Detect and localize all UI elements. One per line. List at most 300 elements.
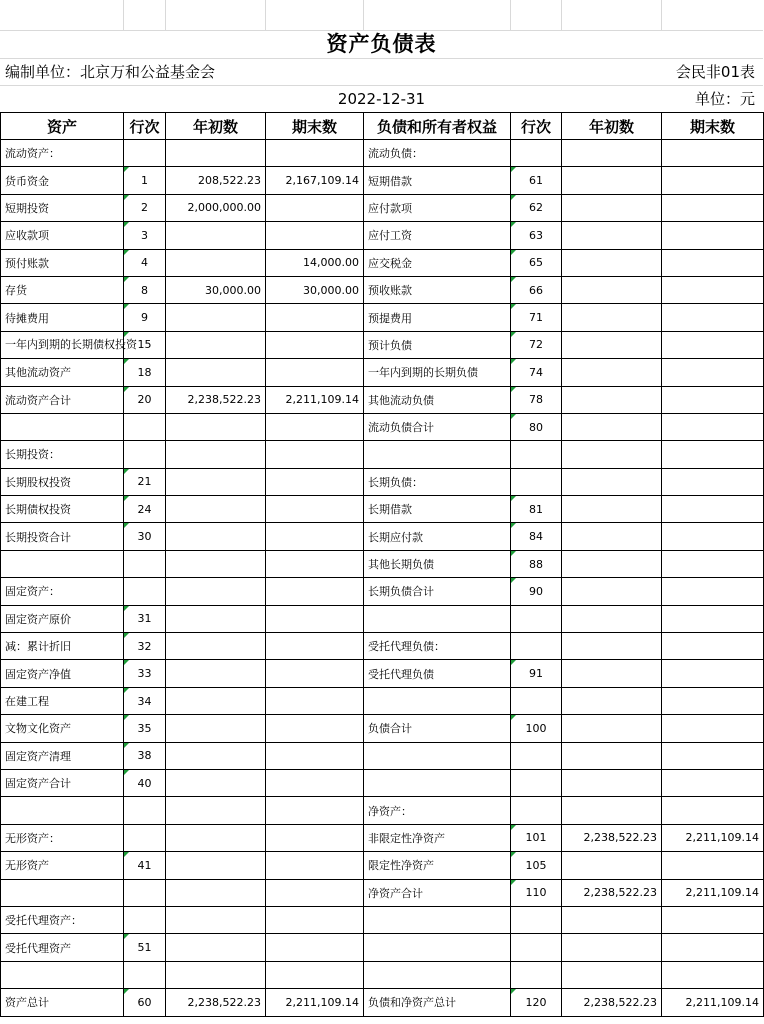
asset-name-cell[interactable]: 其他流动资产	[1, 359, 124, 386]
asset-line-cell[interactable]	[124, 961, 166, 988]
asset-begin-cell[interactable]	[166, 441, 266, 468]
asset-name-cell[interactable]: 存货	[1, 276, 124, 303]
liability-name-cell[interactable]: 长期负债：	[364, 468, 511, 495]
liability-name-cell[interactable]: 应付款项	[364, 194, 511, 221]
asset-begin-cell[interactable]: 30,000.00	[166, 276, 266, 303]
liability-line-cell[interactable]	[511, 140, 562, 167]
asset-line-cell[interactable]: 20	[124, 386, 166, 413]
table-row	[1, 194, 764, 221]
liability-end-cell[interactable]	[662, 550, 764, 577]
asset-line-cell[interactable]: 30	[124, 523, 166, 550]
liability-begin-cell[interactable]	[562, 961, 662, 988]
asset-line-cell[interactable]: 41	[124, 852, 166, 879]
liability-line-cell[interactable]: 105	[511, 852, 562, 879]
table-row	[1, 742, 764, 769]
asset-name-cell[interactable]: 一年内到期的长期债权投资	[1, 331, 124, 358]
liability-begin-cell[interactable]	[562, 906, 662, 933]
liability-end-cell[interactable]	[662, 906, 764, 933]
table-body	[1, 140, 764, 1017]
liability-end-cell[interactable]	[662, 523, 764, 550]
liability-name-cell[interactable]: 预计负债	[364, 331, 511, 358]
liability-line-cell[interactable]	[511, 605, 562, 632]
liability-end-cell[interactable]	[662, 222, 764, 249]
liability-begin-cell[interactable]	[562, 194, 662, 221]
liability-line-cell[interactable]	[511, 797, 562, 824]
liability-name-cell[interactable]	[364, 687, 511, 714]
asset-line-cell[interactable]: 60	[124, 989, 166, 1016]
liability-end-cell[interactable]	[662, 413, 764, 440]
liability-begin-cell[interactable]	[562, 852, 662, 879]
liability-name-cell[interactable]: 应付工资	[364, 222, 511, 249]
asset-end-cell[interactable]	[266, 578, 364, 605]
liability-end-cell[interactable]	[662, 441, 764, 468]
asset-line-cell[interactable]: 51	[124, 934, 166, 961]
liability-name-cell[interactable]: 负债合计	[364, 715, 511, 742]
asset-begin-cell[interactable]	[166, 304, 266, 331]
header-end-2[interactable]: 期末数	[662, 113, 764, 140]
asset-name-cell[interactable]: 受托代理资产：	[1, 906, 124, 933]
liability-end-cell[interactable]	[662, 249, 764, 276]
liability-line-cell[interactable]	[511, 441, 562, 468]
report-date: 2022-12-31	[337, 90, 426, 108]
liability-end-cell[interactable]	[662, 331, 764, 358]
asset-name-cell[interactable]: 应收款项	[1, 222, 124, 249]
header-line[interactable]: 行次	[124, 113, 166, 140]
asset-name-cell[interactable]: 无形资产	[1, 852, 124, 879]
table-row	[1, 496, 764, 523]
liability-line-cell[interactable]: 81	[511, 496, 562, 523]
asset-end-cell[interactable]	[266, 742, 364, 769]
liability-name-cell[interactable]: 一年内到期的长期负债	[364, 359, 511, 386]
liability-begin-cell[interactable]: 2,238,522.23	[562, 879, 662, 906]
liability-line-cell[interactable]	[511, 633, 562, 660]
liability-name-cell[interactable]: 流动负债：	[364, 140, 511, 167]
asset-name-cell[interactable]	[1, 413, 124, 440]
asset-name-cell[interactable]: 待摊费用	[1, 304, 124, 331]
liability-line-cell[interactable]: 101	[511, 824, 562, 851]
liability-begin-cell[interactable]	[562, 441, 662, 468]
asset-end-cell[interactable]	[266, 852, 364, 879]
asset-name-cell[interactable]	[1, 879, 124, 906]
asset-begin-cell[interactable]	[166, 824, 266, 851]
liability-line-cell[interactable]: 110	[511, 879, 562, 906]
asset-begin-cell[interactable]	[166, 550, 266, 577]
liability-end-cell[interactable]	[662, 797, 764, 824]
meta-row-date	[0, 85, 763, 113]
asset-begin-cell[interactable]	[166, 496, 266, 523]
asset-line-cell[interactable]	[124, 797, 166, 824]
table-row	[1, 413, 764, 440]
asset-end-cell[interactable]	[266, 906, 364, 933]
table-row	[1, 633, 764, 660]
org-label: 编制单位：北京万和公益基金会	[5, 63, 216, 81]
header-end[interactable]: 期末数	[266, 113, 364, 140]
liability-line-cell[interactable]: 62	[511, 194, 562, 221]
asset-begin-cell[interactable]: 2,238,522.23	[166, 386, 266, 413]
table-row	[1, 824, 764, 851]
asset-end-cell[interactable]	[266, 797, 364, 824]
liability-end-cell[interactable]	[662, 386, 764, 413]
liability-begin-cell[interactable]	[562, 633, 662, 660]
liability-end-cell[interactable]	[662, 715, 764, 742]
asset-begin-cell[interactable]	[166, 660, 266, 687]
table-row	[1, 441, 764, 468]
asset-line-cell[interactable]: 9	[124, 304, 166, 331]
liability-begin-cell[interactable]	[562, 167, 662, 194]
asset-end-cell[interactable]	[266, 359, 364, 386]
table-row	[1, 386, 764, 413]
asset-line-cell[interactable]: 4	[124, 249, 166, 276]
table-row	[1, 989, 764, 1016]
liability-end-cell[interactable]	[662, 468, 764, 495]
table-row	[1, 523, 764, 550]
liability-line-cell[interactable]: 88	[511, 550, 562, 577]
liability-name-cell[interactable]: 长期应付款	[364, 523, 511, 550]
header-begin[interactable]: 年初数	[166, 113, 266, 140]
liability-name-cell[interactable]	[364, 742, 511, 769]
asset-end-cell[interactable]	[266, 304, 364, 331]
liability-line-cell[interactable]	[511, 742, 562, 769]
asset-begin-cell[interactable]	[166, 222, 266, 249]
asset-line-cell[interactable]: 21	[124, 468, 166, 495]
asset-line-cell[interactable]: 18	[124, 359, 166, 386]
table-row	[1, 769, 764, 796]
liability-end-cell[interactable]	[662, 304, 764, 331]
liability-end-cell[interactable]	[662, 769, 764, 796]
liability-begin-cell[interactable]	[562, 249, 662, 276]
liability-name-cell[interactable]: 其他长期负债	[364, 550, 511, 577]
asset-end-cell[interactable]	[266, 496, 364, 523]
liability-begin-cell[interactable]	[562, 276, 662, 303]
form-number: 会民非01表	[675, 63, 755, 81]
liability-name-cell[interactable]	[364, 605, 511, 632]
asset-name-cell[interactable]: 固定资产清理	[1, 742, 124, 769]
asset-end-cell[interactable]	[266, 715, 364, 742]
asset-begin-cell[interactable]	[166, 852, 266, 879]
liability-end-cell[interactable]	[662, 140, 764, 167]
asset-begin-cell[interactable]	[166, 523, 266, 550]
asset-end-cell[interactable]: 30,000.00	[266, 276, 364, 303]
asset-end-cell[interactable]	[266, 413, 364, 440]
asset-line-cell[interactable]	[124, 879, 166, 906]
asset-end-cell[interactable]	[266, 331, 364, 358]
asset-begin-cell[interactable]	[166, 413, 266, 440]
liability-end-cell[interactable]	[662, 359, 764, 386]
asset-line-cell[interactable]: 31	[124, 605, 166, 632]
asset-name-cell[interactable]: 长期股权投资	[1, 468, 124, 495]
asset-name-cell[interactable]: 受托代理资产	[1, 934, 124, 961]
header-line-2[interactable]: 行次	[511, 113, 562, 140]
asset-begin-cell[interactable]	[166, 468, 266, 495]
asset-name-cell[interactable]	[1, 797, 124, 824]
liability-end-cell[interactable]: 2,211,109.14	[662, 879, 764, 906]
liability-end-cell[interactable]	[662, 633, 764, 660]
asset-name-cell[interactable]: 预付账款	[1, 249, 124, 276]
asset-name-cell[interactable]: 固定资产原价	[1, 605, 124, 632]
asset-begin-cell[interactable]	[166, 249, 266, 276]
table-row	[1, 660, 764, 687]
asset-begin-cell[interactable]	[166, 769, 266, 796]
asset-name-cell[interactable]: 长期债权投资	[1, 496, 124, 523]
liability-end-cell[interactable]	[662, 742, 764, 769]
liability-begin-cell[interactable]	[562, 386, 662, 413]
liability-begin-cell[interactable]	[562, 578, 662, 605]
liability-name-cell[interactable]: 长期借款	[364, 496, 511, 523]
asset-line-cell[interactable]: 8	[124, 276, 166, 303]
liability-begin-cell[interactable]	[562, 605, 662, 632]
asset-end-cell[interactable]	[266, 824, 364, 851]
asset-end-cell[interactable]	[266, 140, 364, 167]
asset-name-cell[interactable]: 减：累计折旧	[1, 633, 124, 660]
asset-end-cell[interactable]	[266, 769, 364, 796]
asset-line-cell[interactable]	[124, 824, 166, 851]
asset-end-cell[interactable]	[266, 879, 364, 906]
liability-begin-cell[interactable]	[562, 359, 662, 386]
liability-name-cell[interactable]: 负债和净资产总计	[364, 989, 511, 1016]
asset-begin-cell[interactable]: 208,522.23	[166, 167, 266, 194]
liability-begin-cell[interactable]	[562, 550, 662, 577]
asset-begin-cell[interactable]	[166, 578, 266, 605]
liability-line-cell[interactable]: 71	[511, 304, 562, 331]
liability-name-cell[interactable]	[364, 769, 511, 796]
asset-end-cell[interactable]	[266, 961, 364, 988]
liability-name-cell[interactable]	[364, 934, 511, 961]
liability-name-cell[interactable]: 净资产合计	[364, 879, 511, 906]
asset-name-cell[interactable]	[1, 550, 124, 577]
liability-line-cell[interactable]	[511, 468, 562, 495]
asset-line-cell[interactable]: 15	[124, 331, 166, 358]
asset-name-cell[interactable]: 短期投资	[1, 194, 124, 221]
liability-name-cell[interactable]	[364, 961, 511, 988]
liability-name-cell[interactable]: 受托代理负债	[364, 660, 511, 687]
liability-line-cell[interactable]	[511, 687, 562, 714]
report-title: 资产负债表	[326, 31, 437, 56]
asset-name-cell[interactable]: 流动资产合计	[1, 386, 124, 413]
asset-begin-cell[interactable]: 2,000,000.00	[166, 194, 266, 221]
liability-begin-cell[interactable]	[562, 331, 662, 358]
liability-begin-cell[interactable]	[562, 660, 662, 687]
asset-line-cell[interactable]: 40	[124, 769, 166, 796]
liability-name-cell[interactable]: 预收账款	[364, 276, 511, 303]
asset-end-cell[interactable]: 2,211,109.14	[266, 989, 364, 1016]
liability-line-cell[interactable]	[511, 769, 562, 796]
liability-name-cell[interactable]: 流动负债合计	[364, 413, 511, 440]
liability-line-cell[interactable]: 100	[511, 715, 562, 742]
asset-begin-cell[interactable]	[166, 687, 266, 714]
table-row	[1, 276, 764, 303]
asset-name-cell[interactable]: 长期投资合计	[1, 523, 124, 550]
asset-name-cell[interactable]: 固定资产：	[1, 578, 124, 605]
liability-begin-cell[interactable]	[562, 413, 662, 440]
asset-begin-cell[interactable]	[166, 961, 266, 988]
liability-line-cell[interactable]: 63	[511, 222, 562, 249]
asset-begin-cell[interactable]	[166, 797, 266, 824]
liability-end-cell[interactable]	[662, 194, 764, 221]
liability-end-cell[interactable]	[662, 934, 764, 961]
asset-name-cell[interactable]: 流动资产：	[1, 140, 124, 167]
asset-begin-cell[interactable]	[166, 359, 266, 386]
header-liability[interactable]: 负债和所有者权益	[364, 113, 511, 140]
liability-end-cell[interactable]	[662, 276, 764, 303]
asset-line-cell[interactable]	[124, 413, 166, 440]
asset-line-cell[interactable]: 35	[124, 715, 166, 742]
asset-begin-cell[interactable]: 2,238,522.23	[166, 989, 266, 1016]
liability-end-cell[interactable]: 2,211,109.14	[662, 989, 764, 1016]
liability-name-cell[interactable]	[364, 441, 511, 468]
liability-begin-cell[interactable]	[562, 523, 662, 550]
liability-name-cell[interactable]: 短期借款	[364, 167, 511, 194]
liability-line-cell[interactable]	[511, 934, 562, 961]
asset-begin-cell[interactable]	[166, 331, 266, 358]
table-row	[1, 331, 764, 358]
asset-end-cell[interactable]	[266, 194, 364, 221]
asset-name-cell[interactable]: 固定资产合计	[1, 769, 124, 796]
liability-begin-cell[interactable]	[562, 934, 662, 961]
liability-name-cell[interactable]	[364, 906, 511, 933]
balance-sheet-table	[0, 112, 764, 1017]
liability-name-cell[interactable]: 应交税金	[364, 249, 511, 276]
asset-end-cell[interactable]	[266, 468, 364, 495]
asset-line-cell[interactable]	[124, 550, 166, 577]
asset-name-cell[interactable]: 文物文化资产	[1, 715, 124, 742]
liability-begin-cell[interactable]	[562, 222, 662, 249]
unit-label: 单位：元	[694, 90, 755, 108]
asset-name-cell[interactable]: 长期投资：	[1, 441, 124, 468]
table-row	[1, 167, 764, 194]
liability-line-cell[interactable]: 78	[511, 386, 562, 413]
liability-line-cell[interactable]	[511, 961, 562, 988]
header-begin-2[interactable]: 年初数	[562, 113, 662, 140]
asset-end-cell[interactable]	[266, 550, 364, 577]
asset-name-cell[interactable]: 无形资产：	[1, 824, 124, 851]
asset-name-cell[interactable]: 资产总计	[1, 989, 124, 1016]
liability-line-cell[interactable]: 72	[511, 331, 562, 358]
liability-end-cell[interactable]	[662, 496, 764, 523]
liability-line-cell[interactable]: 74	[511, 359, 562, 386]
table-row	[1, 934, 764, 961]
liability-line-cell[interactable]: 66	[511, 276, 562, 303]
table-row	[1, 961, 764, 988]
asset-line-cell[interactable]	[124, 441, 166, 468]
asset-line-cell[interactable]	[124, 578, 166, 605]
liability-name-cell[interactable]: 预提费用	[364, 304, 511, 331]
liability-line-cell[interactable]: 120	[511, 989, 562, 1016]
asset-line-cell[interactable]: 32	[124, 633, 166, 660]
asset-begin-cell[interactable]	[166, 605, 266, 632]
liability-end-cell[interactable]	[662, 167, 764, 194]
asset-end-cell[interactable]	[266, 660, 364, 687]
asset-line-cell[interactable]: 33	[124, 660, 166, 687]
header-asset[interactable]: 资产	[1, 113, 124, 140]
asset-name-cell[interactable]: 货币资金	[1, 167, 124, 194]
asset-name-cell[interactable]: 固定资产净值	[1, 660, 124, 687]
asset-line-cell[interactable]: 34	[124, 687, 166, 714]
asset-begin-cell[interactable]	[166, 742, 266, 769]
liability-end-cell[interactable]	[662, 961, 764, 988]
liability-begin-cell[interactable]	[562, 797, 662, 824]
liability-line-cell[interactable]: 65	[511, 249, 562, 276]
table-row	[1, 304, 764, 331]
liability-end-cell[interactable]	[662, 687, 764, 714]
liability-name-cell[interactable]: 非限定性净资产	[364, 824, 511, 851]
liability-begin-cell[interactable]	[562, 468, 662, 495]
asset-line-cell[interactable]: 3	[124, 222, 166, 249]
liability-line-cell[interactable]: 84	[511, 523, 562, 550]
asset-end-cell[interactable]	[266, 934, 364, 961]
liability-begin-cell[interactable]: 2,238,522.23	[562, 989, 662, 1016]
table-row	[1, 550, 764, 577]
asset-begin-cell[interactable]	[166, 140, 266, 167]
asset-line-cell[interactable]	[124, 906, 166, 933]
table-row	[1, 578, 764, 605]
liability-name-cell[interactable]: 限定性净资产	[364, 852, 511, 879]
asset-name-cell[interactable]	[1, 961, 124, 988]
liability-end-cell[interactable]	[662, 852, 764, 879]
asset-end-cell[interactable]: 14,000.00	[266, 249, 364, 276]
asset-begin-cell[interactable]	[166, 934, 266, 961]
asset-end-cell[interactable]: 2,211,109.14	[266, 386, 364, 413]
asset-end-cell[interactable]	[266, 605, 364, 632]
asset-line-cell[interactable]: 24	[124, 496, 166, 523]
asset-name-cell[interactable]: 在建工程	[1, 687, 124, 714]
asset-begin-cell[interactable]	[166, 906, 266, 933]
asset-end-cell[interactable]	[266, 441, 364, 468]
asset-begin-cell[interactable]	[166, 633, 266, 660]
liability-name-cell[interactable]: 受托代理负债：	[364, 633, 511, 660]
liability-begin-cell[interactable]	[562, 769, 662, 796]
asset-line-cell[interactable]: 38	[124, 742, 166, 769]
table-row	[1, 359, 764, 386]
asset-line-cell[interactable]	[124, 140, 166, 167]
asset-begin-cell[interactable]	[166, 879, 266, 906]
liability-name-cell[interactable]: 其他流动负债	[364, 386, 511, 413]
liability-name-cell[interactable]: 净资产：	[364, 797, 511, 824]
liability-line-cell[interactable]: 91	[511, 660, 562, 687]
liability-line-cell[interactable]: 90	[511, 578, 562, 605]
asset-end-cell[interactable]	[266, 523, 364, 550]
liability-line-cell[interactable]	[511, 906, 562, 933]
liability-line-cell[interactable]: 80	[511, 413, 562, 440]
asset-line-cell[interactable]: 1	[124, 167, 166, 194]
asset-end-cell[interactable]: 2,167,109.14	[266, 167, 364, 194]
asset-line-cell[interactable]: 2	[124, 194, 166, 221]
asset-begin-cell[interactable]	[166, 715, 266, 742]
asset-end-cell[interactable]	[266, 687, 364, 714]
table-row	[1, 605, 764, 632]
liability-begin-cell[interactable]	[562, 742, 662, 769]
meta-row-org	[0, 58, 763, 86]
liability-begin-cell[interactable]	[562, 687, 662, 714]
table-row	[1, 715, 764, 742]
liability-begin-cell[interactable]	[562, 304, 662, 331]
liability-begin-cell[interactable]	[562, 715, 662, 742]
table-row	[1, 852, 764, 879]
liability-end-cell[interactable]: 2,211,109.14	[662, 824, 764, 851]
liability-line-cell[interactable]: 61	[511, 167, 562, 194]
table-row	[1, 687, 764, 714]
asset-end-cell[interactable]	[266, 222, 364, 249]
liability-begin-cell[interactable]	[562, 140, 662, 167]
liability-end-cell[interactable]	[662, 578, 764, 605]
liability-end-cell[interactable]	[662, 660, 764, 687]
asset-end-cell[interactable]	[266, 633, 364, 660]
liability-begin-cell[interactable]	[562, 496, 662, 523]
liability-name-cell[interactable]: 长期负债合计	[364, 578, 511, 605]
table-header-row	[1, 113, 764, 140]
liability-end-cell[interactable]	[662, 605, 764, 632]
liability-begin-cell[interactable]: 2,238,522.23	[562, 824, 662, 851]
table-row	[1, 140, 764, 167]
